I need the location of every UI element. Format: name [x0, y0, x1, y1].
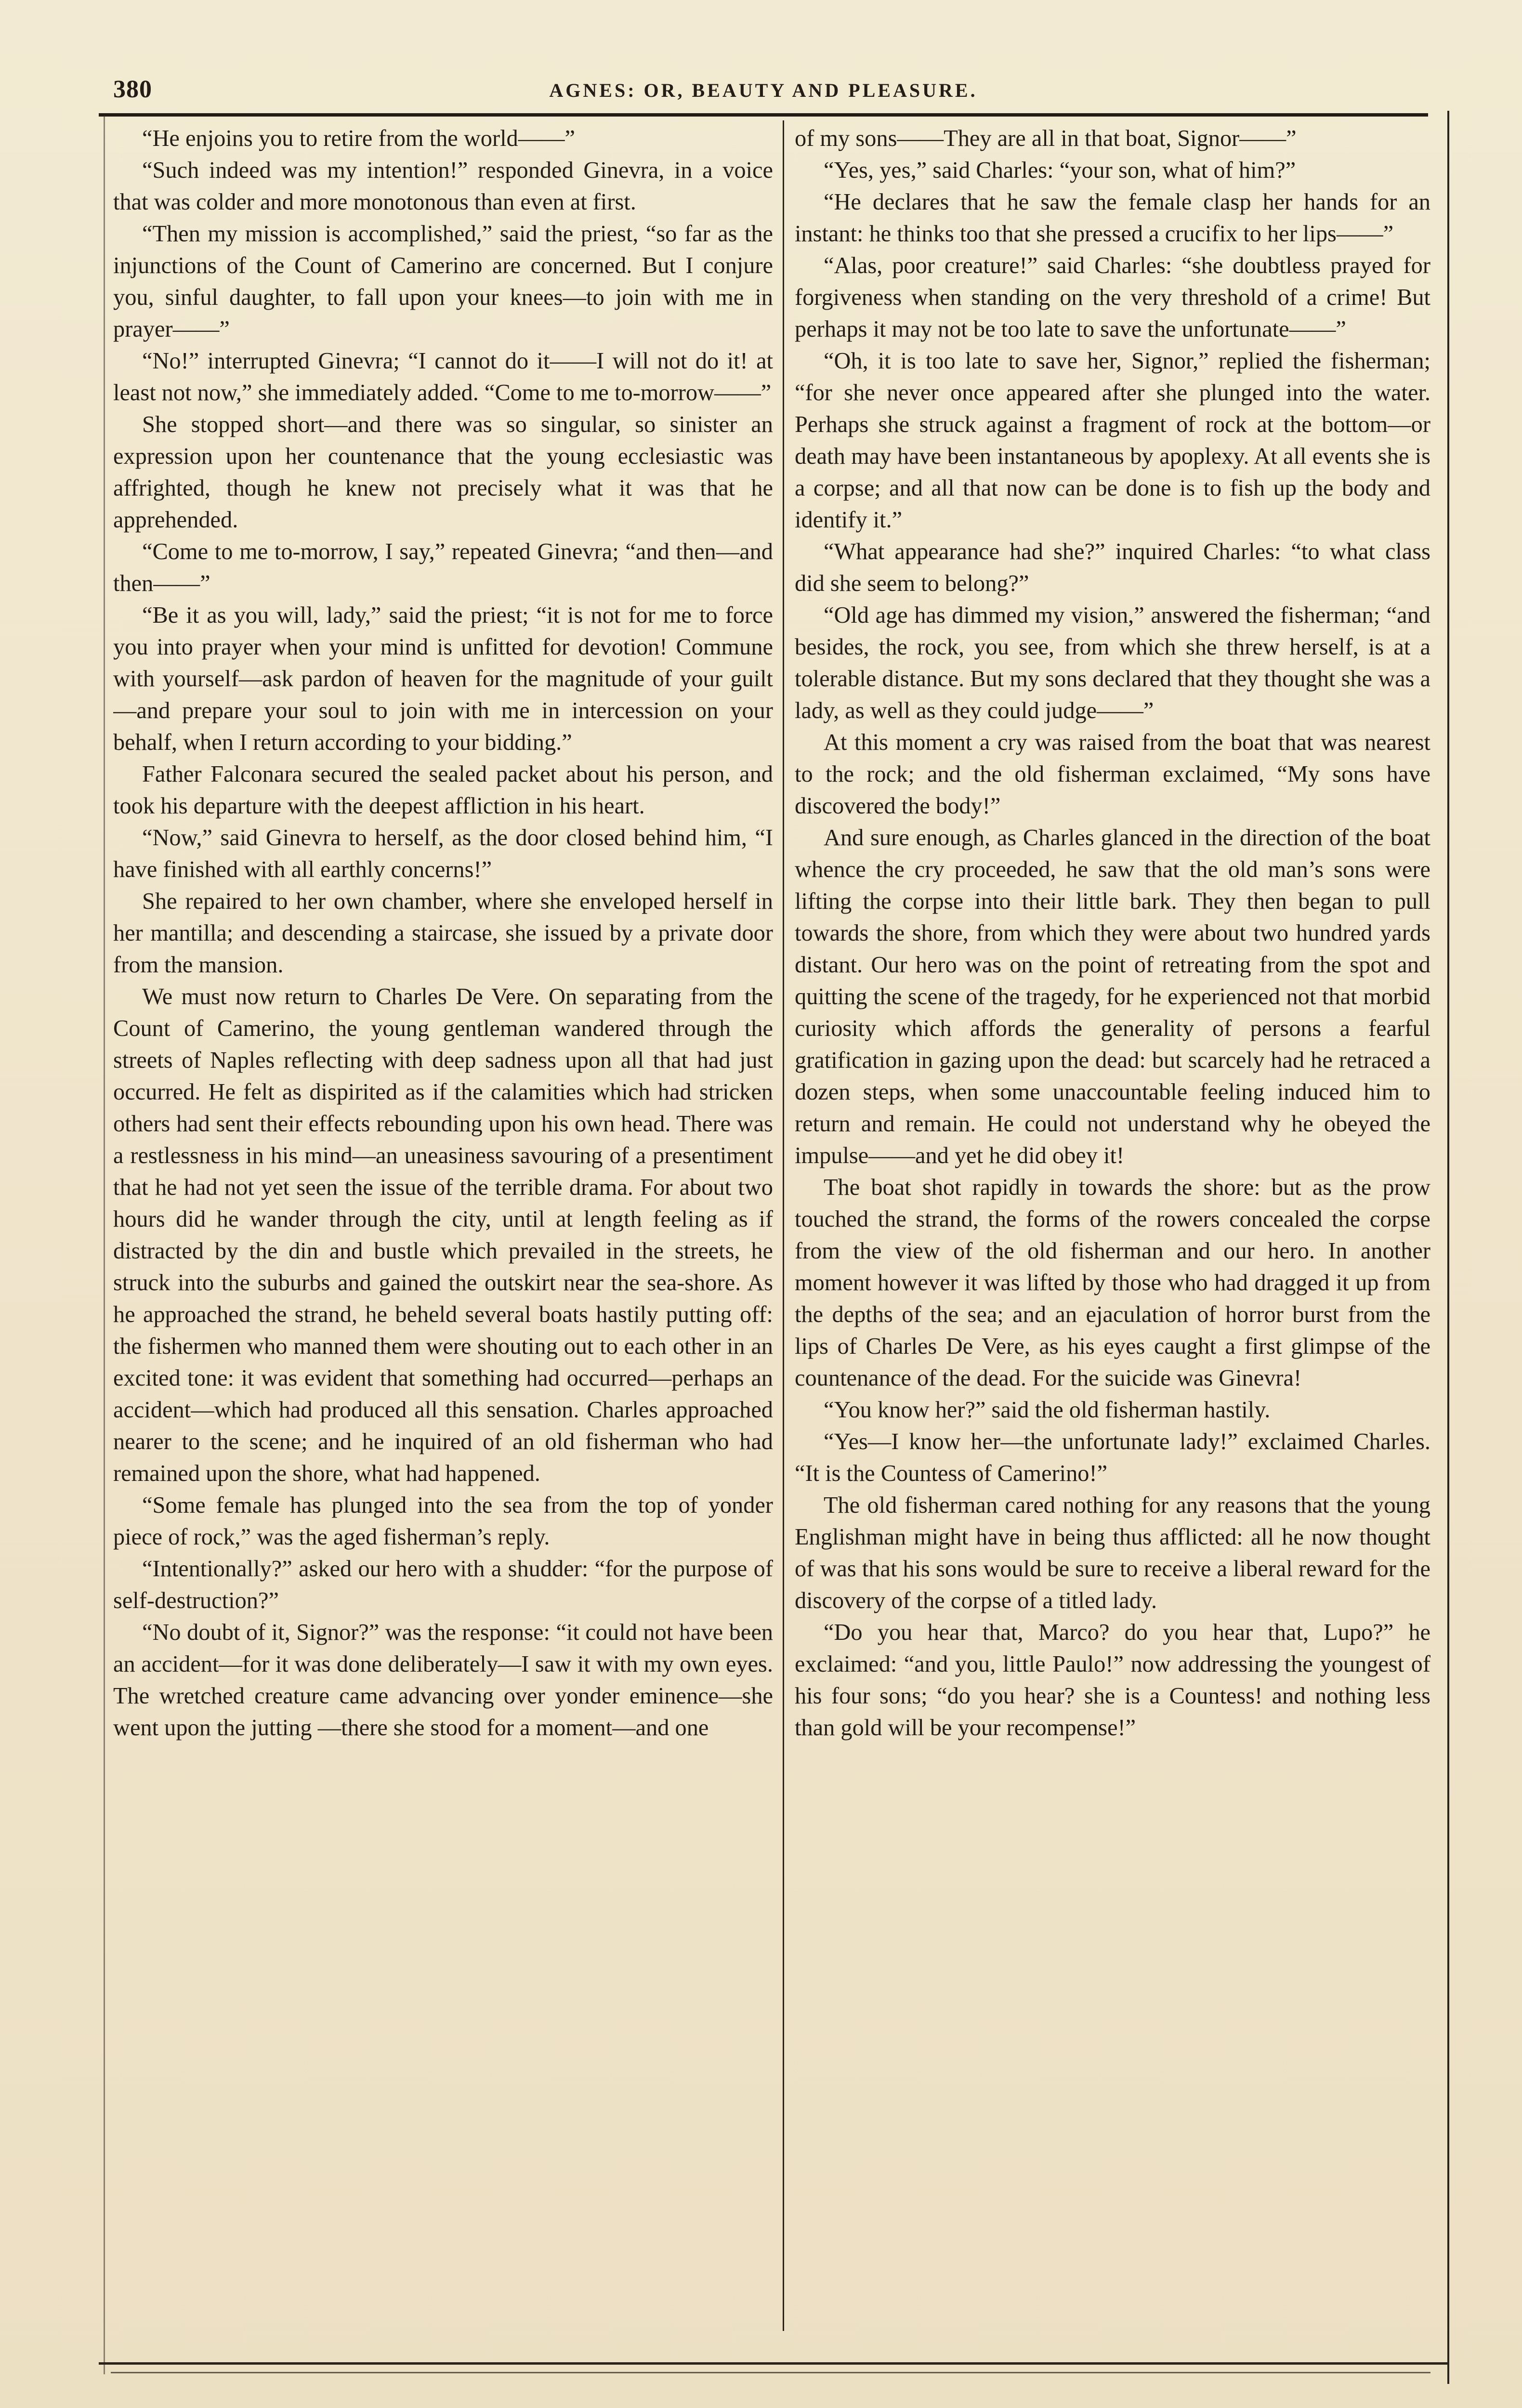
paragraph: She repaired to her own chamber, where she enveloped herself in her mantilla; and descending a staircase, she issued by a private door from the mansion. — [113, 889, 773, 978]
paragraph-continued: of my sons——They are all in that boat, Signor——” — [795, 126, 1297, 151]
paragraph: “Yes, yes,” said Charles: “your son, what of him?” — [824, 157, 1296, 183]
paragraph: She stopped short—and there was so singular, so sinister an expression upon her countenance that the young ecclesiastic was affrighted, though he knew not precisely what it was that he apprehended. — [113, 412, 773, 533]
right-border-rule — [1447, 111, 1449, 2384]
paragraph: “Do you hear that, Marco? do you hear that, Lupo?” he exclaimed: “and you, little Paulo!” now addressing the youngest of his four sons; “do you hear? she is a Countess! and nothing less than gold will be your recompense!” — [795, 1620, 1430, 1741]
paragraph: At this moment a cry was raised from the boat that was nearest to the rock; and the old fisherman exclaimed, “My sons have discovered the body!” — [795, 730, 1430, 819]
footer-rule-thin — [111, 2372, 1430, 2373]
paragraph: “Oh, it is too late to save her, Signor,” replied the fisherman; “for she never once appeared after she plunged into the water. Perhaps she struck against a fragment of rock at the bottom—or death may have been instantaneous by apoplexy. At all events she is a corpse; and all that now can be done is to fish up the body and identify it.” — [795, 348, 1430, 533]
paragraph: “Yes—I know her—the unfortunate lady!” exclaimed Charles. “It is the Countess of Camerino!” — [795, 1429, 1430, 1486]
footer-rule — [99, 2362, 1447, 2365]
left-text-column — [113, 123, 773, 2324]
paragraph: “Come to me to-morrow, I say,” repeated Ginevra; “and then—and then——” — [113, 539, 773, 596]
paragraph: “Then my mission is accomplished,” said the priest, “so far as the injunctions of the Count of Camerino are concerned. But I conjure you, sinful daughter, to fall upon your knees—to join with me in prayer——” — [113, 221, 773, 342]
paragraph: “Now,” said Ginevra to herself, as the door closed behind him, “I have finished with all earthly concerns!” — [113, 825, 773, 882]
paragraph: The boat shot rapidly in towards the shore: but as the prow touched the strand, the forms of the rowers concealed the corpse from the view of the old fisherman and our hero. In another moment however it was lifted by those who had dragged it up from the depths of the sea; and an ejaculation of horror burst from the lips of Charles De Vere, as his eyes caught a first glimpse of the countenance of the dead. For the suicide was Ginevra! — [795, 1175, 1430, 1391]
paragraph: “He enjoins you to retire from the world——” — [142, 126, 576, 151]
paragraph: “He declares that he saw the female clasp her hands for an instant: he thinks too that she pressed a crucifix to her lips——” — [795, 189, 1430, 247]
paragraph: “What appearance had she?” inquired Charles: “to what class did she seem to belong?” — [795, 539, 1430, 596]
paragraph: “Old age has dimmed my vision,” answered the fisherman; “and besides, the rock, you see, from which she threw herself, is at a tolerable distance. But my sons declared that they thought she was a lady, as well as they could judge——” — [795, 602, 1430, 723]
paragraph: “Some female has plunged into the sea from the top of yonder piece of rock,” was the aged fisherman’s reply. — [113, 1492, 773, 1550]
paragraph: “Such indeed was my intention!” responded Ginevra, in a voice that was colder and more monotonous than even at first. — [113, 157, 773, 215]
header-rule — [99, 113, 1428, 117]
paragraph: We must now return to Charles De Vere. On separating from the Count of Camerino, the young gentleman wandered through the streets of Naples reflecting with deep sadness upon all that had just occurred. He felt as dispirited as if the calamities which had stricken others had sent their effects rebounding upon his own head. There was a restlessness in his mind—an uneasiness savouring of a presentiment that he had not yet seen the issue of the terrible drama. For about two hours did he wander through the city, until at length feeling as if distracted by the din and bustle which prevailed in the streets, he struck into the suburbs and gained the outskirt near the sea-shore. As he approached the strand, he beheld several boats hastily putting off: the fishermen who manned them were shouting out to each other in an excited tone: it was evident that something had occurred—perhaps an accident—which had produced all this sensation. Charles approached nearer to the scene; and he inquired of an old fisherman who had remained upon the shore, what had happened. — [113, 984, 773, 1486]
paragraph: And sure enough, as Charles glanced in the direction of the boat whence the cry proceeded, he saw that the old man’s sons were lifting the corpse into their little bark. They then began to pull towards the shore, from which they were about two hundred yards distant. Our hero was on the point of retreating from the spot and quitting the scene of the tragedy, for he experienced not that morbid curiosity which affords the generality of persons a fearful gratification in gazing upon the dead: but scarcely had he retraced a dozen steps, when some unaccountable feeling induced him to return and remain. He could not understand why he obeyed the impulse——and yet he did obey it! — [795, 825, 1430, 1168]
page-header — [99, 72, 1428, 111]
page-number: 380 — [113, 76, 152, 103]
paragraph: “Intentionally?” asked our hero with a shudder: “for the purpose of self-destruction?” — [113, 1556, 773, 1613]
paragraph: “You know her?” said the old fisherman hastily. — [824, 1397, 1271, 1423]
paragraph: “No!” interrupted Ginevra; “I cannot do it——I will not do it! at least not now,” she immediately added. “Come to me to-morrow——” — [113, 348, 773, 406]
paragraph: “Be it as you will, lady,” said the priest; “it is not for me to force you into prayer when your mind is unfitted for devotion! Commune with yourself—ask pardon of heaven for the magnitude of your guilt—and prepare your soul to join with me in intercession on your behalf, when I return according to your bidding.” — [113, 602, 773, 755]
left-border-rule — [104, 116, 105, 2374]
right-text-column — [795, 123, 1430, 2324]
paragraph: Father Falconara secured the sealed packet about his person, and took his departure with the deepest affliction in his heart. — [113, 761, 773, 819]
paragraph: “No doubt of it, Signor?” was the response: “it could not have been an accident—for it was done deliberately—I saw it with my own eyes. The wretched creature came advancing over yonder eminence—she went upon the jutting —there she stood for a moment—and one — [113, 1620, 773, 1741]
running-title: AGNES: OR, BEAUTY AND PLEASURE. — [549, 79, 978, 101]
paragraph: The old fisherman cared nothing for any reasons that the young Englishman might have in being thus afflicted: all he now thought of was that his sons would be sure to receive a liberal reward for the discovery of the corpse of a titled lady. — [795, 1492, 1430, 1613]
column-divider — [783, 120, 784, 2331]
paragraph: “Alas, poor creature!” said Charles: “she doubtless prayed for forgiveness when standing on the very threshold of a crime! But perhaps it may not be too late to save the unfortunate——” — [795, 253, 1430, 342]
